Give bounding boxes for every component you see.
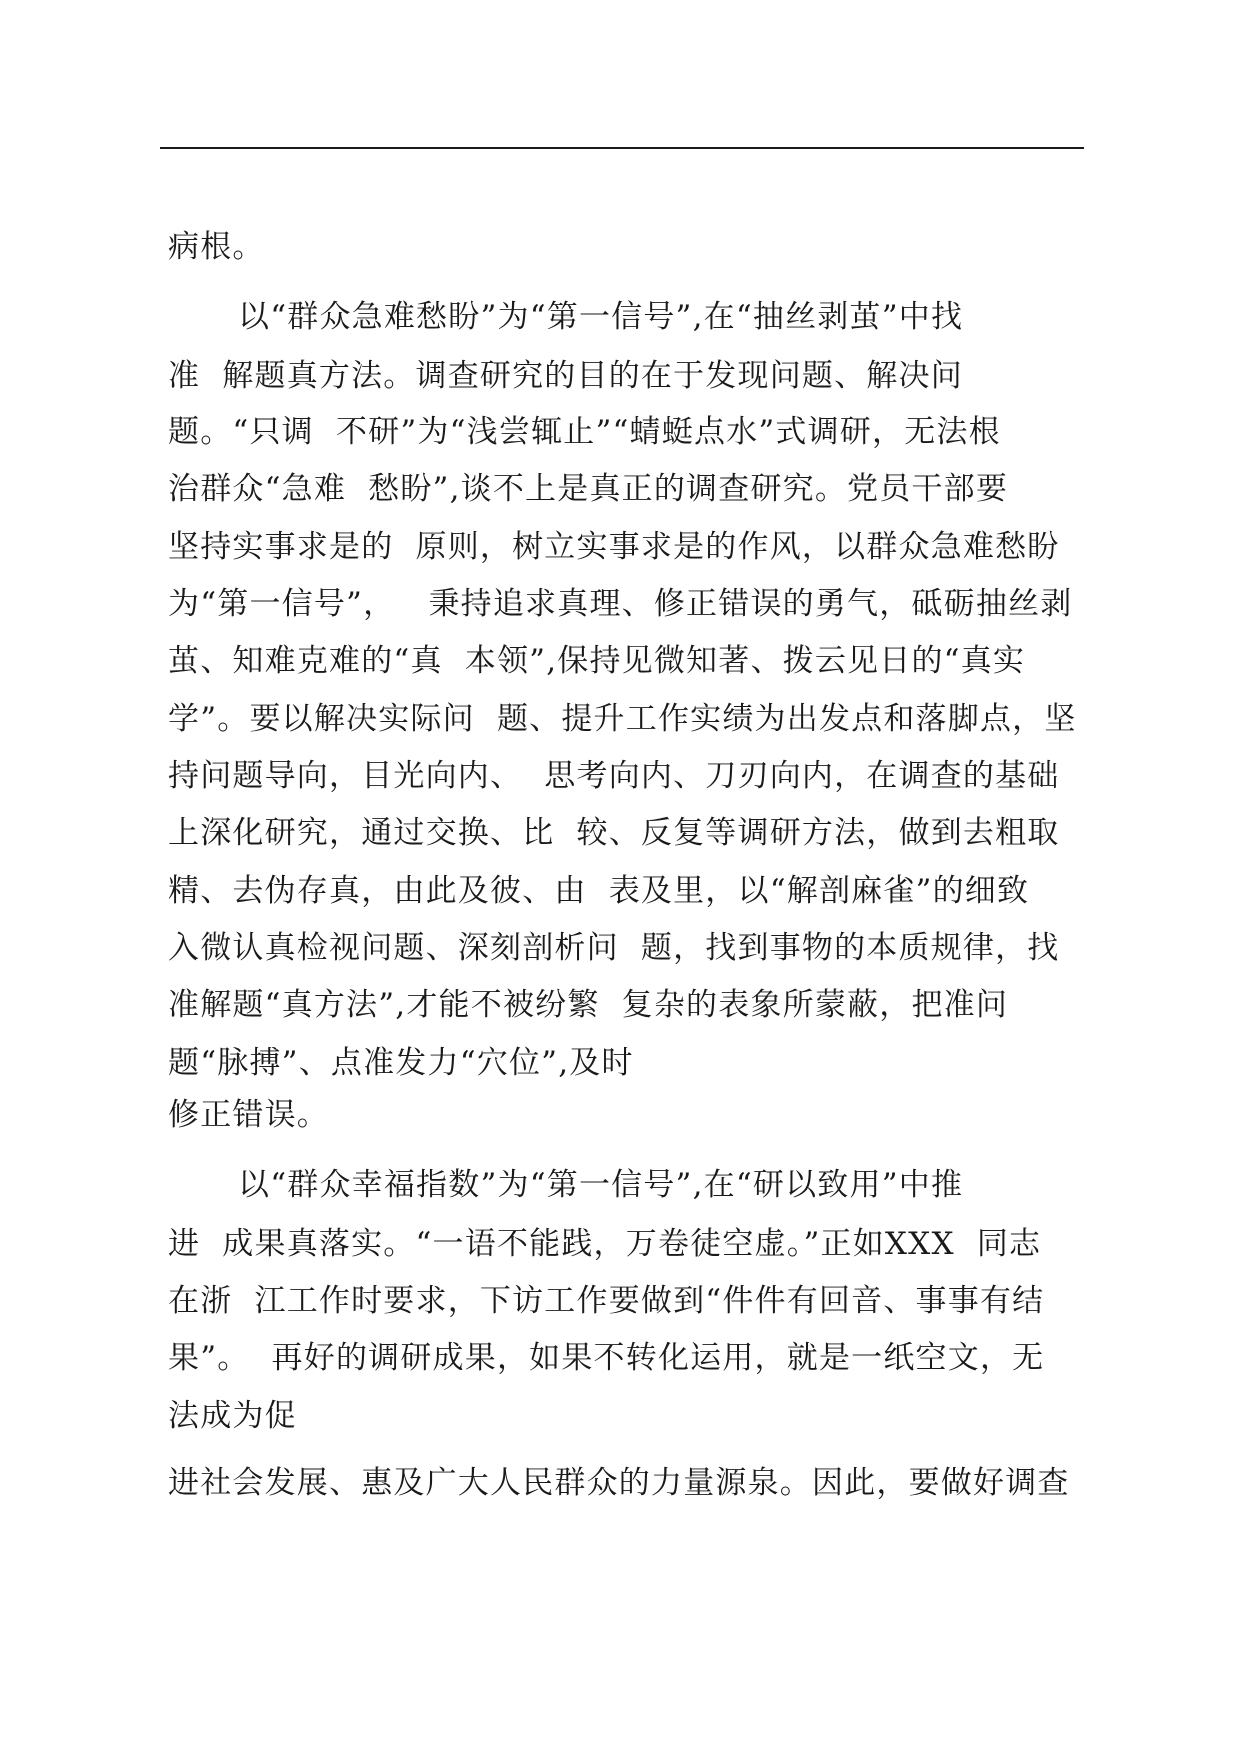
text-line: 学”。要以解决实际问 题、提升工作实绩为出发点和落脚点，坚 <box>168 701 1077 737</box>
text-line: 入微认真检视问题、深刻剖析问 题，找到事物的本质规律，找 <box>168 930 1060 966</box>
text-line: 法成为促 <box>168 1398 297 1434</box>
header-rule <box>160 147 1084 149</box>
text-line: 精、去伪存真，由此及彼、由 表及里，以“解剖麻雀”的细致 <box>168 873 1030 909</box>
text-line: 修正错误。 <box>168 1097 329 1133</box>
text-line: 持问题导向，目光向内、 思考向内、刀刃向内，在调查的基础 <box>168 758 1060 794</box>
text-line: 题。“只调 不研”为“浅尝辄止”“蜻蜓点水”式调研，无法根 <box>168 414 1001 450</box>
text-line: 为“第一信号”， 秉持追求真理、修正错误的勇气，砥砺抽丝剥 <box>168 586 1073 622</box>
text-line: 果”。 再好的调研成果，如果不转化运用，就是一纸空文，无 <box>168 1340 1045 1376</box>
text-line: 准解题“真方法”,才能不被纷繁 复杂的表象所蒙蔽，把准问 <box>168 987 1009 1023</box>
text-line: 进 成果真落实。“一语不能践，万卷徒空虚。”正如XXX 同志 <box>168 1226 1042 1262</box>
text-line: 在浙 江工作时要求，下访工作要做到“件件有回音、事事有结 <box>168 1283 1045 1319</box>
text-line: 治群众“急难 愁盼”,谈不上是真正的调查研究。党员干部要 <box>168 471 1009 507</box>
text-line: 茧、知难克难的“真 本领”,保持见微知著、拨云见日的“真实 <box>168 643 1026 679</box>
text-line: 题“脉搏”、点准发力“穴位”,及时 <box>168 1045 634 1081</box>
text-line: 准 解题真方法。调查研究的目的在于发现问题、解决问 <box>168 358 963 394</box>
text-line: 进社会发展、惠及广大人民群众的力量源泉。因此，要做好调查 <box>168 1465 1070 1501</box>
text-line: 病根。 <box>168 229 265 265</box>
paragraph-start-line: 以“群众急难愁盼”为“第一信号”,在“抽丝剥茧”中找 <box>238 299 964 335</box>
paragraph-start-line: 以“群众幸福指数”为“第一信号”,在“研以致用”中推 <box>238 1167 964 1203</box>
text-line: 上深化研究，通过交换、比 较、反复等调研方法，做到去粗取 <box>168 815 1060 851</box>
text-line: 坚持实事求是的 原则，树立实事求是的作风，以群众急难愁盼 <box>168 529 1060 565</box>
